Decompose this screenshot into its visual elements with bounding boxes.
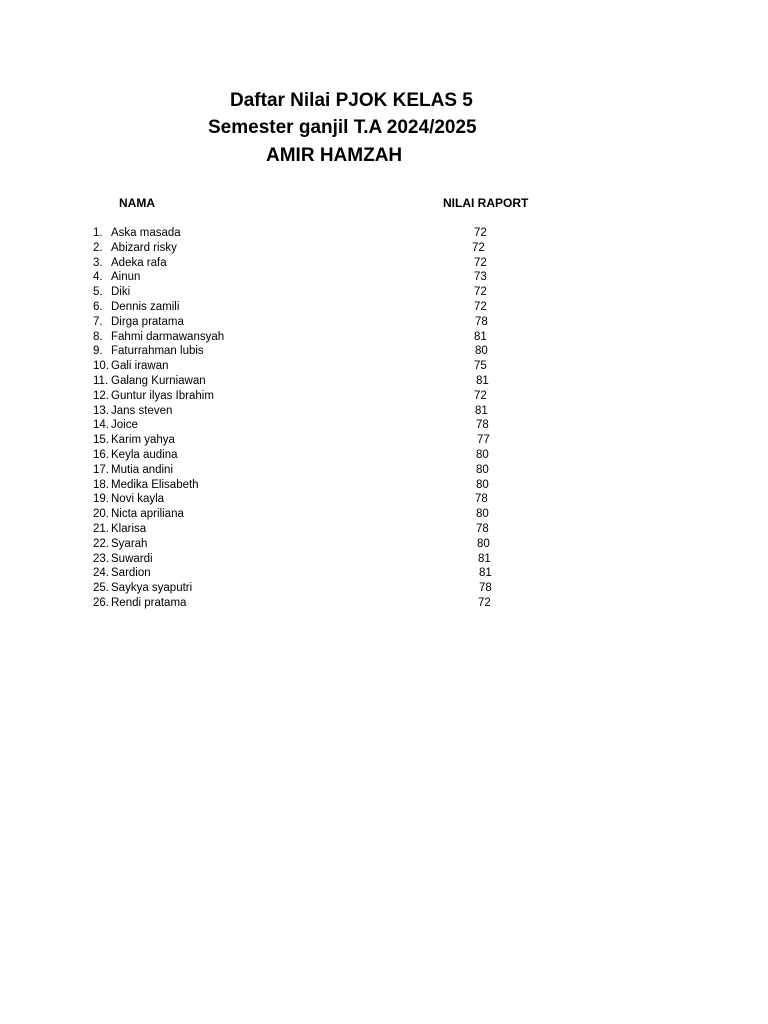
row-number: 3. bbox=[93, 256, 103, 269]
table-row bbox=[0, 507, 768, 522]
teacher-name: AMIR HAMZAH bbox=[266, 145, 403, 166]
row-number: 17. bbox=[93, 463, 109, 476]
student-name: Medika Elisabeth bbox=[111, 478, 199, 491]
student-list bbox=[0, 226, 768, 611]
student-name: Gali irawan bbox=[111, 360, 169, 373]
table-row bbox=[0, 522, 768, 537]
student-score: 78 bbox=[475, 315, 488, 328]
table-row bbox=[0, 463, 768, 478]
student-score: 78 bbox=[479, 582, 492, 595]
table-row bbox=[0, 566, 768, 581]
table-row bbox=[0, 270, 768, 285]
student-name: Saykya syaputri bbox=[111, 582, 193, 595]
table-row bbox=[0, 448, 768, 463]
row-number: 6. bbox=[93, 300, 103, 313]
student-score: 78 bbox=[476, 522, 489, 535]
table-row bbox=[0, 344, 768, 359]
student-score: 80 bbox=[476, 508, 489, 521]
student-name: Syarah bbox=[111, 537, 148, 550]
row-number: 10. bbox=[93, 360, 109, 373]
student-score: 72 bbox=[474, 389, 487, 402]
table-row bbox=[0, 433, 768, 448]
student-name: Dirga pratama bbox=[111, 315, 184, 328]
table-row bbox=[0, 492, 768, 507]
table-row bbox=[0, 581, 768, 596]
student-name: Mutia andini bbox=[111, 463, 174, 476]
student-score: 78 bbox=[475, 493, 488, 506]
row-number: 23. bbox=[93, 552, 109, 565]
table-row bbox=[0, 418, 768, 433]
student-name: Faturrahman lubis bbox=[111, 345, 204, 358]
student-score: 81 bbox=[474, 330, 487, 343]
row-number: 8. bbox=[93, 330, 103, 343]
row-number: 13. bbox=[93, 404, 109, 417]
table-row bbox=[0, 315, 768, 330]
student-score: 75 bbox=[474, 360, 487, 373]
student-name: Adeka rafa bbox=[111, 256, 167, 269]
student-name: Rendi pratama bbox=[111, 596, 187, 609]
row-number: 22. bbox=[93, 537, 109, 550]
student-name: Sardion bbox=[111, 567, 151, 580]
semester-subtitle: Semester ganjil T.A 2024/2025 bbox=[208, 117, 477, 138]
student-name: Suwardi bbox=[111, 552, 153, 565]
table-row bbox=[0, 478, 768, 493]
student-score: 72 bbox=[474, 286, 487, 299]
row-number: 4. bbox=[93, 271, 103, 284]
row-number: 11. bbox=[93, 374, 109, 387]
student-score: 78 bbox=[476, 419, 489, 432]
row-number: 20. bbox=[93, 508, 109, 521]
student-name: Keyla audina bbox=[111, 448, 178, 461]
document-title: Daftar Nilai PJOK KELAS 5 bbox=[230, 90, 473, 111]
student-name: Aska masada bbox=[111, 227, 181, 239]
table-row bbox=[0, 226, 768, 241]
row-number: 2. bbox=[93, 241, 103, 254]
student-name: Abizard risky bbox=[111, 241, 177, 254]
table-row bbox=[0, 285, 768, 300]
row-number: 9. bbox=[93, 345, 103, 358]
student-name: Dennis zamili bbox=[111, 300, 180, 313]
student-score: 72 bbox=[474, 227, 487, 239]
student-score: 81 bbox=[478, 552, 491, 565]
row-number: 5. bbox=[93, 286, 103, 299]
student-score: 81 bbox=[476, 374, 489, 387]
student-score: 77 bbox=[477, 434, 490, 447]
table-row bbox=[0, 537, 768, 552]
row-number: 24. bbox=[93, 567, 109, 580]
row-number: 7. bbox=[93, 315, 103, 328]
table-row bbox=[0, 404, 768, 419]
student-name: Joice bbox=[111, 419, 138, 432]
student-name: Galang Kurniawan bbox=[111, 374, 206, 387]
table-row bbox=[0, 256, 768, 271]
student-name: Guntur ilyas Ibrahim bbox=[111, 389, 214, 402]
student-name: Ainun bbox=[111, 271, 141, 284]
row-number: 21. bbox=[93, 522, 109, 535]
column-header-nilai-raport: NILAI RAPORT bbox=[443, 196, 529, 210]
row-number: 12. bbox=[93, 389, 109, 402]
row-number: 15. bbox=[93, 434, 109, 447]
student-score: 73 bbox=[474, 271, 487, 284]
student-score: 72 bbox=[474, 256, 487, 269]
table-row bbox=[0, 374, 768, 389]
column-header-nama: NAMA bbox=[119, 196, 155, 210]
table-row bbox=[0, 552, 768, 567]
student-score: 81 bbox=[475, 404, 488, 417]
student-name: Nicta apriliana bbox=[111, 508, 184, 521]
table-row bbox=[0, 300, 768, 315]
student-score: 72 bbox=[472, 241, 485, 254]
row-number: 14. bbox=[93, 419, 109, 432]
table-row bbox=[0, 389, 768, 404]
row-number: 16. bbox=[93, 448, 109, 461]
table-row bbox=[0, 359, 768, 374]
student-score: 81 bbox=[479, 567, 492, 580]
row-number: 18. bbox=[93, 478, 109, 491]
table-row bbox=[0, 330, 768, 345]
table-row bbox=[0, 596, 768, 611]
student-score: 80 bbox=[476, 463, 489, 476]
student-name: Klarisa bbox=[111, 522, 147, 535]
student-score: 80 bbox=[475, 345, 488, 358]
row-number: 1. bbox=[93, 227, 103, 239]
student-name: Jans steven bbox=[111, 404, 173, 417]
row-number: 25. bbox=[93, 582, 109, 595]
student-score: 80 bbox=[476, 478, 489, 491]
student-score: 80 bbox=[477, 537, 490, 550]
student-name: Novi kayla bbox=[111, 493, 165, 506]
table-row bbox=[0, 241, 768, 256]
student-name: Karim yahya bbox=[111, 434, 175, 447]
row-number: 26. bbox=[93, 596, 109, 609]
student-name: Diki bbox=[111, 286, 131, 299]
student-score: 80 bbox=[476, 448, 489, 461]
student-score: 72 bbox=[478, 596, 491, 609]
student-score: 72 bbox=[474, 300, 487, 313]
row-number: 19. bbox=[93, 493, 109, 506]
student-name: Fahmi darmawansyah bbox=[111, 330, 225, 343]
